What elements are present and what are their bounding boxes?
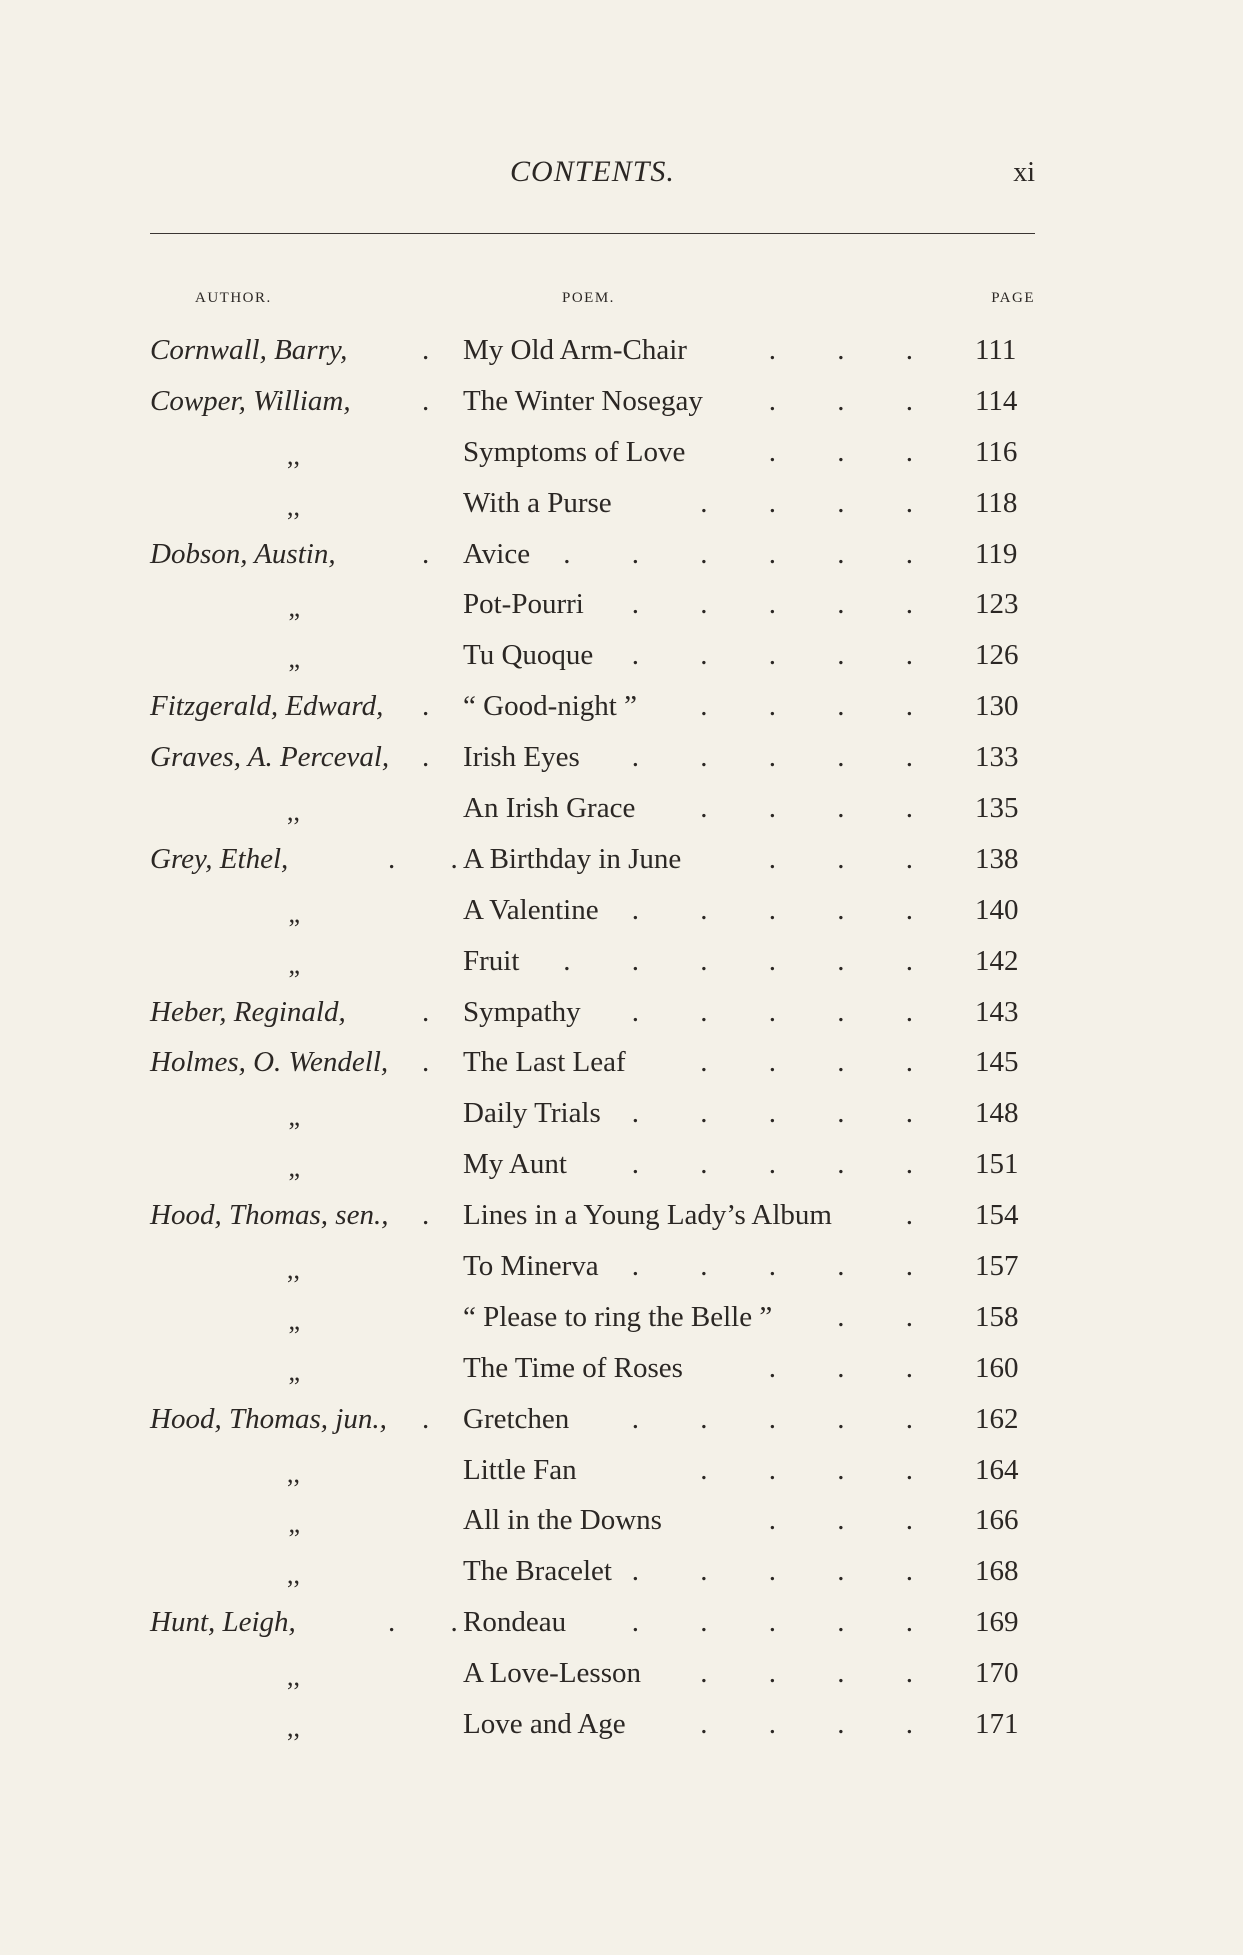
page-ref: 143: [975, 995, 1019, 1028]
ditto-mark: ,,: [287, 1713, 300, 1743]
ditto-mark: „: [288, 898, 300, 928]
author-name: Grey, Ethel,: [150, 842, 289, 875]
ditto-mark: ,,: [287, 797, 300, 827]
ditto-mark: ,,: [287, 1458, 300, 1488]
leader-dots: . . . . .: [631, 1606, 940, 1639]
table-row: [150, 1044, 1035, 1095]
page-number: xi: [1013, 157, 1035, 188]
page-ref: 133: [975, 741, 1019, 774]
ditto-mark: „: [288, 1102, 300, 1132]
leader-dots: . . . . .: [631, 588, 940, 621]
table-row: [150, 1350, 1035, 1401]
poem-title: All in the Downs: [463, 1504, 662, 1537]
leader-dots: . . . .: [700, 1046, 940, 1079]
running-head: [150, 155, 1035, 195]
leader-dots: . . . .: [700, 1708, 940, 1741]
leader-dots: . . . . .: [631, 1148, 940, 1181]
ditto-mark: „: [288, 593, 300, 623]
page-ref: 157: [975, 1250, 1019, 1283]
ditto-mark: „: [288, 949, 300, 979]
author-leader-dots: .: [422, 1402, 430, 1435]
poem-title: A Valentine: [463, 893, 599, 926]
poem-title: With a Purse: [463, 486, 612, 519]
table-row: [150, 841, 1035, 892]
author-leader-dots: .: [422, 690, 430, 723]
leader-dots: . .: [837, 1300, 940, 1333]
page-ref: 164: [975, 1453, 1019, 1486]
page-title: CONTENTS.: [510, 155, 675, 188]
contents-table: [150, 332, 1035, 1757]
leader-dots: . . . . . .: [563, 944, 940, 977]
page-ref: 118: [975, 486, 1018, 519]
ditto-mark: „: [288, 644, 300, 674]
author-leader-dots: .: [422, 384, 430, 417]
page-ref: 116: [975, 435, 1018, 468]
poem-title: Gretchen: [463, 1402, 570, 1435]
author-name: Hunt, Leigh,: [150, 1606, 296, 1639]
leader-dots: . . . .: [700, 1453, 940, 1486]
leader-dots: . . . .: [700, 792, 940, 825]
leader-dots: . . . . .: [631, 1250, 940, 1283]
table-row: [150, 332, 1035, 383]
poem-title: The Last Leaf: [463, 1046, 626, 1079]
page-ref: 154: [975, 1199, 1019, 1232]
table-row: [150, 1299, 1035, 1350]
table-row: [150, 1706, 1035, 1757]
poem-title: Lines in a Young Lady’s Album: [463, 1199, 832, 1232]
leader-dots: . . . . .: [631, 741, 940, 774]
table-row: [150, 536, 1035, 587]
poem-title: My Aunt: [463, 1148, 567, 1181]
author-name: Fitzgerald, Edward,: [150, 690, 384, 723]
page-ref: 123: [975, 588, 1019, 621]
poem-title: To Minerva: [463, 1250, 599, 1283]
poem-title: Symptoms of Love: [463, 435, 686, 468]
table-row: [150, 1248, 1035, 1299]
header-rule: [150, 233, 1035, 234]
leader-dots: . . . . .: [631, 1555, 940, 1588]
page-ref: 162: [975, 1402, 1019, 1435]
table-row: [150, 1452, 1035, 1503]
ditto-mark: ,,: [287, 1662, 300, 1692]
poem-title: A Love-Lesson: [463, 1657, 641, 1690]
poem-title: The Winter Nosegay: [463, 384, 703, 417]
column-headers: [150, 290, 1035, 314]
table-row: [150, 1553, 1035, 1604]
poem-title: Little Fan: [463, 1453, 577, 1486]
leader-dots: . . .: [768, 435, 940, 468]
table-row: [150, 688, 1035, 739]
table-row: [150, 1604, 1035, 1655]
table-row: [150, 485, 1035, 536]
leader-dots: . . .: [768, 842, 940, 875]
leader-dots: . . . . .: [631, 995, 940, 1028]
author-leader-dots: . .: [388, 842, 482, 875]
ditto-mark: „: [288, 1305, 300, 1335]
leader-dots: . . . . .: [631, 1402, 940, 1435]
table-row: [150, 637, 1035, 688]
page-ref: 148: [975, 1097, 1019, 1130]
table-row: [150, 586, 1035, 637]
author-name: Heber, Reginald,: [150, 995, 346, 1028]
poem-title: The Time of Roses: [463, 1351, 683, 1384]
ditto-mark: ,,: [287, 491, 300, 521]
table-row: [150, 1146, 1035, 1197]
page-ref: 130: [975, 690, 1019, 723]
page-ref: 158: [975, 1300, 1019, 1333]
poem-title: “ Good-night ”: [463, 690, 637, 723]
poem-title: Daily Trials: [463, 1097, 601, 1130]
poem-title: My Old Arm-Chair: [463, 334, 687, 366]
leader-dots: . . .: [768, 384, 940, 417]
ditto-mark: ,,: [287, 1255, 300, 1285]
poem-title: The Bracelet: [463, 1555, 612, 1588]
leader-dots: . . . . . .: [563, 537, 940, 570]
ditto-mark: „: [288, 1509, 300, 1539]
poem-title: A Birthday in June: [463, 842, 682, 875]
author-leader-dots: . .: [388, 1606, 482, 1639]
author-name: Dobson, Austin,: [150, 537, 336, 570]
table-row: [150, 434, 1035, 485]
leader-dots: . . .: [768, 334, 940, 366]
table-row: [150, 943, 1035, 994]
table-row: [150, 1502, 1035, 1553]
page-ref: 140: [975, 893, 1019, 926]
page-column-header: PAGE: [991, 290, 1035, 306]
author-column-header: AUTHOR.: [195, 290, 272, 306]
author-leader-dots: .: [422, 995, 430, 1028]
leader-dots: . . . .: [700, 486, 940, 519]
table-row: [150, 892, 1035, 943]
ditto-mark: ,,: [287, 1560, 300, 1590]
page-ref: 151: [975, 1148, 1019, 1181]
page-ref: 145: [975, 1046, 1019, 1079]
page-ref: 166: [975, 1504, 1019, 1537]
page-ref: 171: [975, 1708, 1019, 1741]
leader-dots: . . . . .: [631, 893, 940, 926]
table-row: [150, 1095, 1035, 1146]
table-row: [150, 1655, 1035, 1706]
page-ref: 114: [975, 384, 1018, 417]
table-row: [150, 790, 1035, 841]
table-row: [150, 1401, 1035, 1452]
poem-title: Pot-Pourri: [463, 588, 584, 621]
table-row: [150, 383, 1035, 434]
author-leader-dots: .: [422, 537, 430, 570]
author-name: Holmes, O. Wendell,: [150, 1046, 389, 1079]
poem-column-header: POEM.: [562, 290, 615, 306]
table-row: [150, 1197, 1035, 1248]
author-name: Hood, Thomas, jun.,: [150, 1402, 387, 1435]
page-ref: 170: [975, 1657, 1019, 1690]
page-ref: 168: [975, 1555, 1019, 1588]
table-row: [150, 739, 1035, 790]
page-ref: 119: [975, 537, 1018, 570]
poem-title: Tu Quoque: [463, 639, 594, 672]
author-name: Cornwall, Barry,: [150, 334, 348, 366]
table-row: [150, 994, 1035, 1045]
leader-dots: . . . . .: [631, 1097, 940, 1130]
author-leader-dots: .: [422, 1199, 430, 1232]
poem-title: Irish Eyes: [463, 741, 580, 774]
author-leader-dots: .: [422, 1046, 430, 1079]
ditto-mark: „: [288, 1153, 300, 1183]
author-name: Graves, A. Perceval,: [150, 741, 390, 774]
ditto-mark: „: [288, 1356, 300, 1386]
author-leader-dots: .: [422, 741, 430, 774]
leader-dots: .: [905, 1199, 940, 1232]
page-ref: 138: [975, 842, 1019, 875]
poem-title: Sympathy: [463, 995, 581, 1028]
poem-title: An Irish Grace: [463, 792, 636, 825]
leader-dots: . . . .: [700, 1657, 940, 1690]
poem-title: Avice: [463, 537, 531, 570]
ditto-mark: ,,: [287, 440, 300, 470]
leader-dots: . . . . .: [631, 639, 940, 672]
poem-title: Fruit: [463, 944, 520, 977]
author-leader-dots: .: [422, 334, 430, 366]
page-ref: 126: [975, 639, 1019, 672]
page-ref: 135: [975, 792, 1019, 825]
page-ref: 142: [975, 944, 1019, 977]
page-ref: 169: [975, 1606, 1019, 1639]
page-ref: 160: [975, 1351, 1019, 1384]
poem-title: Love and Age: [463, 1708, 626, 1741]
author-name: Cowper, William,: [150, 384, 351, 417]
page-ref: 111: [975, 334, 1017, 366]
leader-dots: . . .: [768, 1351, 940, 1384]
author-name: Hood, Thomas, sen.,: [150, 1199, 389, 1232]
poem-title: Rondeau: [463, 1606, 567, 1639]
leader-dots: . . . .: [700, 690, 940, 723]
poem-title: “ Please to ring the Belle ”: [463, 1300, 773, 1333]
leader-dots: . . .: [768, 1504, 940, 1537]
